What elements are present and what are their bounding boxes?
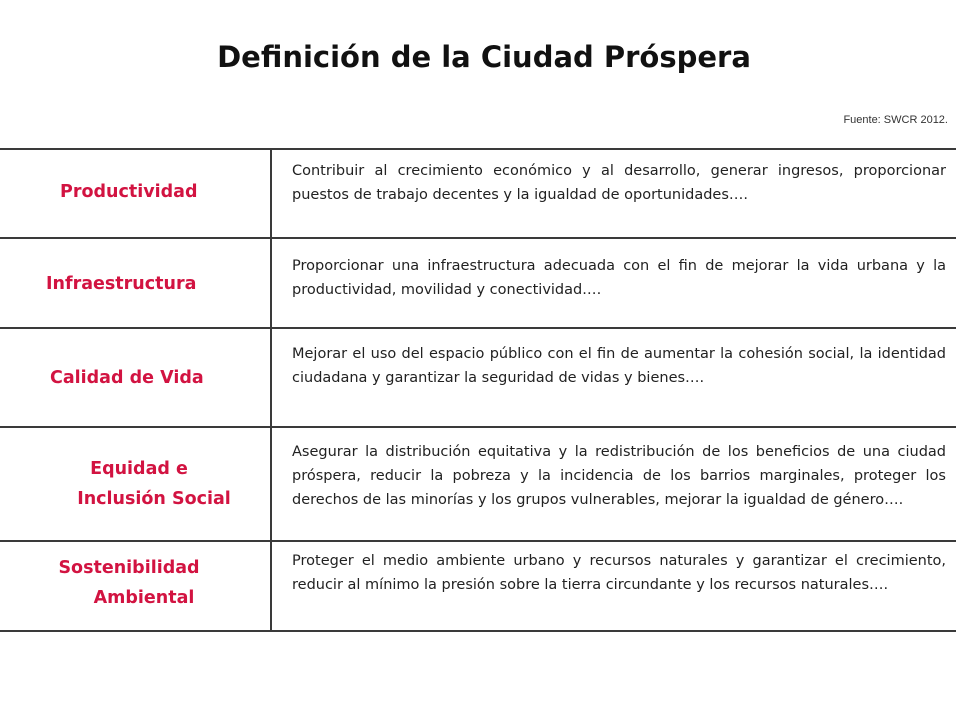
table-rule-row-3 bbox=[0, 426, 956, 428]
row-label-sostenibilidad-ambiental bbox=[50, 555, 218, 611]
row-label-line: Infraestructura bbox=[46, 274, 197, 294]
table-rule-top bbox=[0, 148, 956, 150]
source-note: Fuente: SWCR 2012. bbox=[843, 114, 948, 126]
table-rule-bottom bbox=[0, 630, 956, 632]
row-description-calidad-de-vida: Mejorar el uso del espacio público con el fin de aumentar la cohesión social, la identidad ciudadana y garantizar la seguridad de vidas y bienes…. bbox=[292, 346, 946, 386]
page-title: Definición de la Ciudad Próspera bbox=[217, 40, 751, 74]
row-label-line: Calidad de Vida bbox=[50, 368, 204, 388]
row-label-productividad bbox=[60, 179, 197, 205]
row-label-line: Equidad e bbox=[90, 459, 188, 479]
table-rule-row-4 bbox=[0, 540, 956, 542]
row-description-infraestructura: Proporcionar una infraestructura adecuada con el fin de mejorar la vida urbana y la productividad, movilidad y conectividad.… bbox=[292, 258, 946, 298]
row-label-infraestructura bbox=[46, 271, 196, 297]
row-label-equidad-inclusion bbox=[66, 456, 242, 512]
row-label-line: Inclusión Social bbox=[77, 489, 231, 509]
table-rule-row-1 bbox=[0, 237, 956, 239]
row-label-line: Productividad bbox=[60, 182, 198, 202]
row-description-sostenibilidad-ambiental: Proteger el medio ambiente urbano y recursos naturales y garantizar el crecimiento, reducir al mínimo la presión sobre la tierra circundante y los recursos naturales…. bbox=[292, 553, 946, 593]
row-description-equidad-inclusion: Asegurar la distribución equitativa y la redistribución de los beneficios de una ciudad próspera, reducir la pobreza y la incidencia de los barrios marginales, proteger los derechos de las minorías y los grupos vulnerables, mejorar la igualdad de género…. bbox=[292, 444, 946, 508]
row-description-productividad: Contribuir al crecimiento económico y al desarrollo, generar ingresos, proporcionar puestos de trabajo decentes y la igualdad de oportunidades…. bbox=[292, 163, 946, 203]
table-column-divider bbox=[270, 149, 272, 631]
row-label-calidad-de-vida bbox=[50, 365, 204, 391]
row-label-line: Ambiental bbox=[93, 588, 195, 608]
row-label-line: Sostenibilidad bbox=[58, 558, 200, 578]
table-rule-row-2 bbox=[0, 327, 956, 329]
